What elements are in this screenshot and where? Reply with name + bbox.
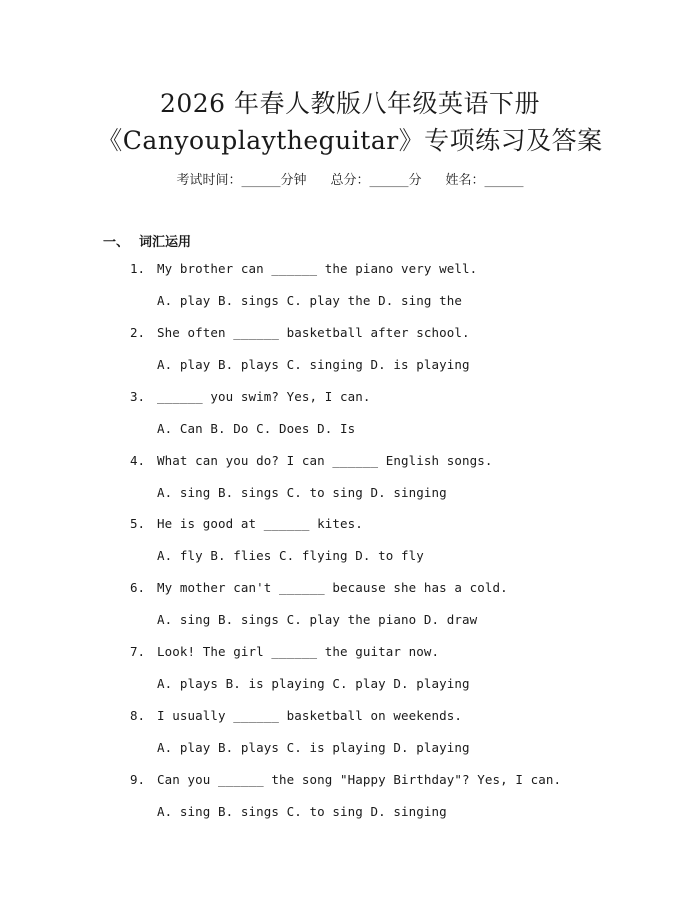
question-number: 1. bbox=[130, 261, 146, 276]
question-options: A. fly B. flies C. flying D. to fly bbox=[157, 548, 424, 563]
total-score: 总分：______分 bbox=[330, 173, 422, 188]
question-options: A. plays B. is playing C. play D. playing bbox=[157, 676, 470, 691]
exam-time: 考试时间：______分钟 bbox=[176, 173, 307, 188]
student-name: 姓名：______ bbox=[445, 173, 524, 188]
question-number: 4. bbox=[130, 453, 146, 468]
document-title-line-2: 《Canyouplaytheguitar》专项练习及答案 bbox=[97, 126, 603, 155]
exam-info bbox=[0, 169, 700, 188]
section-number: 一、 bbox=[103, 235, 130, 250]
question-options: A. sing B. sings C. to sing D. singing bbox=[157, 485, 447, 500]
question-text: Can you ______ the song "Happy Birthday"? Yes, I can. bbox=[157, 772, 562, 787]
question-options: A. play B. plays C. is playing D. playing bbox=[157, 740, 470, 755]
question-options: A. sing B. sings C. play the piano D. draw bbox=[157, 612, 478, 627]
question-text: She often ______ basketball after school. bbox=[157, 325, 470, 340]
question-text: He is good at ______ kites. bbox=[157, 516, 363, 531]
question-text: I usually ______ basketball on weekends. bbox=[157, 708, 463, 723]
question-number: 7. bbox=[130, 644, 146, 659]
question-number: 3. bbox=[130, 389, 146, 404]
question-text: ______ you swim? Yes, I can. bbox=[157, 389, 371, 404]
question-options: A. Can B. Do C. Does D. Is bbox=[157, 421, 356, 436]
question-number: 8. bbox=[130, 708, 146, 723]
question-options: A. sing B. sings C. to sing D. singing bbox=[157, 804, 447, 819]
question-text: My brother can ______ the piano very well. bbox=[157, 261, 478, 276]
document-title-line-1: 2026 年春人教版八年级英语下册 bbox=[159, 89, 541, 118]
section-title: 词汇运用 bbox=[139, 235, 192, 250]
question-text: What can you do? I can ______ English songs. bbox=[157, 453, 493, 468]
question-text: My mother can't ______ because she has a cold. bbox=[157, 580, 508, 595]
question-options: A. play B. sings C. play the D. sing the bbox=[157, 293, 463, 308]
question-options: A. play B. plays C. singing D. is playing bbox=[157, 357, 470, 372]
question-number: 5. bbox=[130, 516, 146, 531]
section-heading bbox=[103, 231, 191, 250]
question-text: Look! The girl ______ the guitar now. bbox=[157, 644, 440, 659]
question-number: 6. bbox=[130, 580, 146, 595]
question-number: 9. bbox=[130, 772, 146, 787]
question-number: 2. bbox=[130, 325, 146, 340]
